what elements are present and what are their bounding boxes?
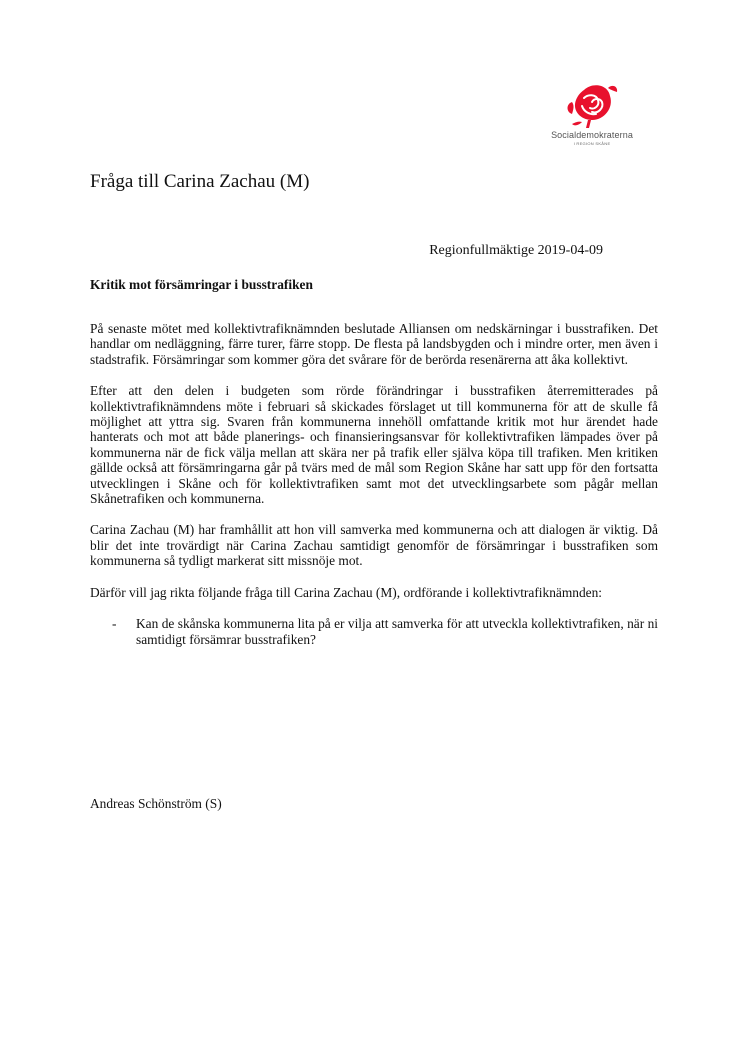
paragraph: Efter att den delen i budgeten som rörde förändringar i busstrafiken återremitterades på kollektivtrafiknämndens möte i februari så skickades förslaget ut till kommunerna för att de skulle få möjlighet att yttra sig. Svaren från kommunerna innehöll omfattande kritik mot hur ärendet hade hanterats och mot att både planerings- och finansieringsansvar för kollektivtrafiken lämpades över på kommunerna när de fick välja mellan att skära ner på trafik eller själva köpa till trafiken. Men kritiken gällde också att försämringarna går på tvärs med de mål som Region Skåne har satt upp för den fortsatta utvecklingen i Skåne och för kollektivtrafiken samt mot det utvecklingsarbete som pågår mellan Skånetrafiken och kommunerna. [90,383,658,507]
signature: Andreas Schönström (S) [90,796,222,811]
document-subject: Kritik mot försämringar i busstrafiken [90,277,313,292]
document-title: Fråga till Carina Zachau (M) [90,171,310,192]
question-text: Kan de skånska kommunerna lita på er vilja att samverka för att utveckla kollektivtrafiken, när ni samtidigt försämrar busstrafiken? [136,616,658,647]
document-date: Regionfullmäktige 2019-04-09 [429,243,603,258]
paragraph: Carina Zachau (M) har framhållit att hon vill samverka med kommunerna och att dialogen är viktig. Då blir det inte trovärdigt när Carina Zachau samtidigt genomför de försämringar i busstrafiken som kommunerna så tydligt markerat sitt missnöje mot. [90,522,658,569]
logo-subtitle: I REGION SKÅNE [573,141,611,146]
paragraph: På senaste mötet med kollektivtrafiknämnden beslutade Alliansen om nedskärningar i busstrafiken. Det handlar om nedläggning, färre turer, färre stopp. De flesta på landsbygden och i mindre orter, men även i stadstrafik. Försämringar som kommer göra det svårare för de berörda resenärerna att åka kollektivt. [90,321,658,367]
rose-icon [562,82,622,130]
logo-name: Socialdemokraterna [551,130,633,140]
bullet-dash: - [112,616,117,632]
paragraph: Därför vill jag rikta följande fråga till Carina Zachau (M), ordförande i kollektivtrafiknämnden: [90,584,603,600]
document-body [90,321,658,663]
party-logo [538,82,646,152]
question-item [90,616,658,647]
